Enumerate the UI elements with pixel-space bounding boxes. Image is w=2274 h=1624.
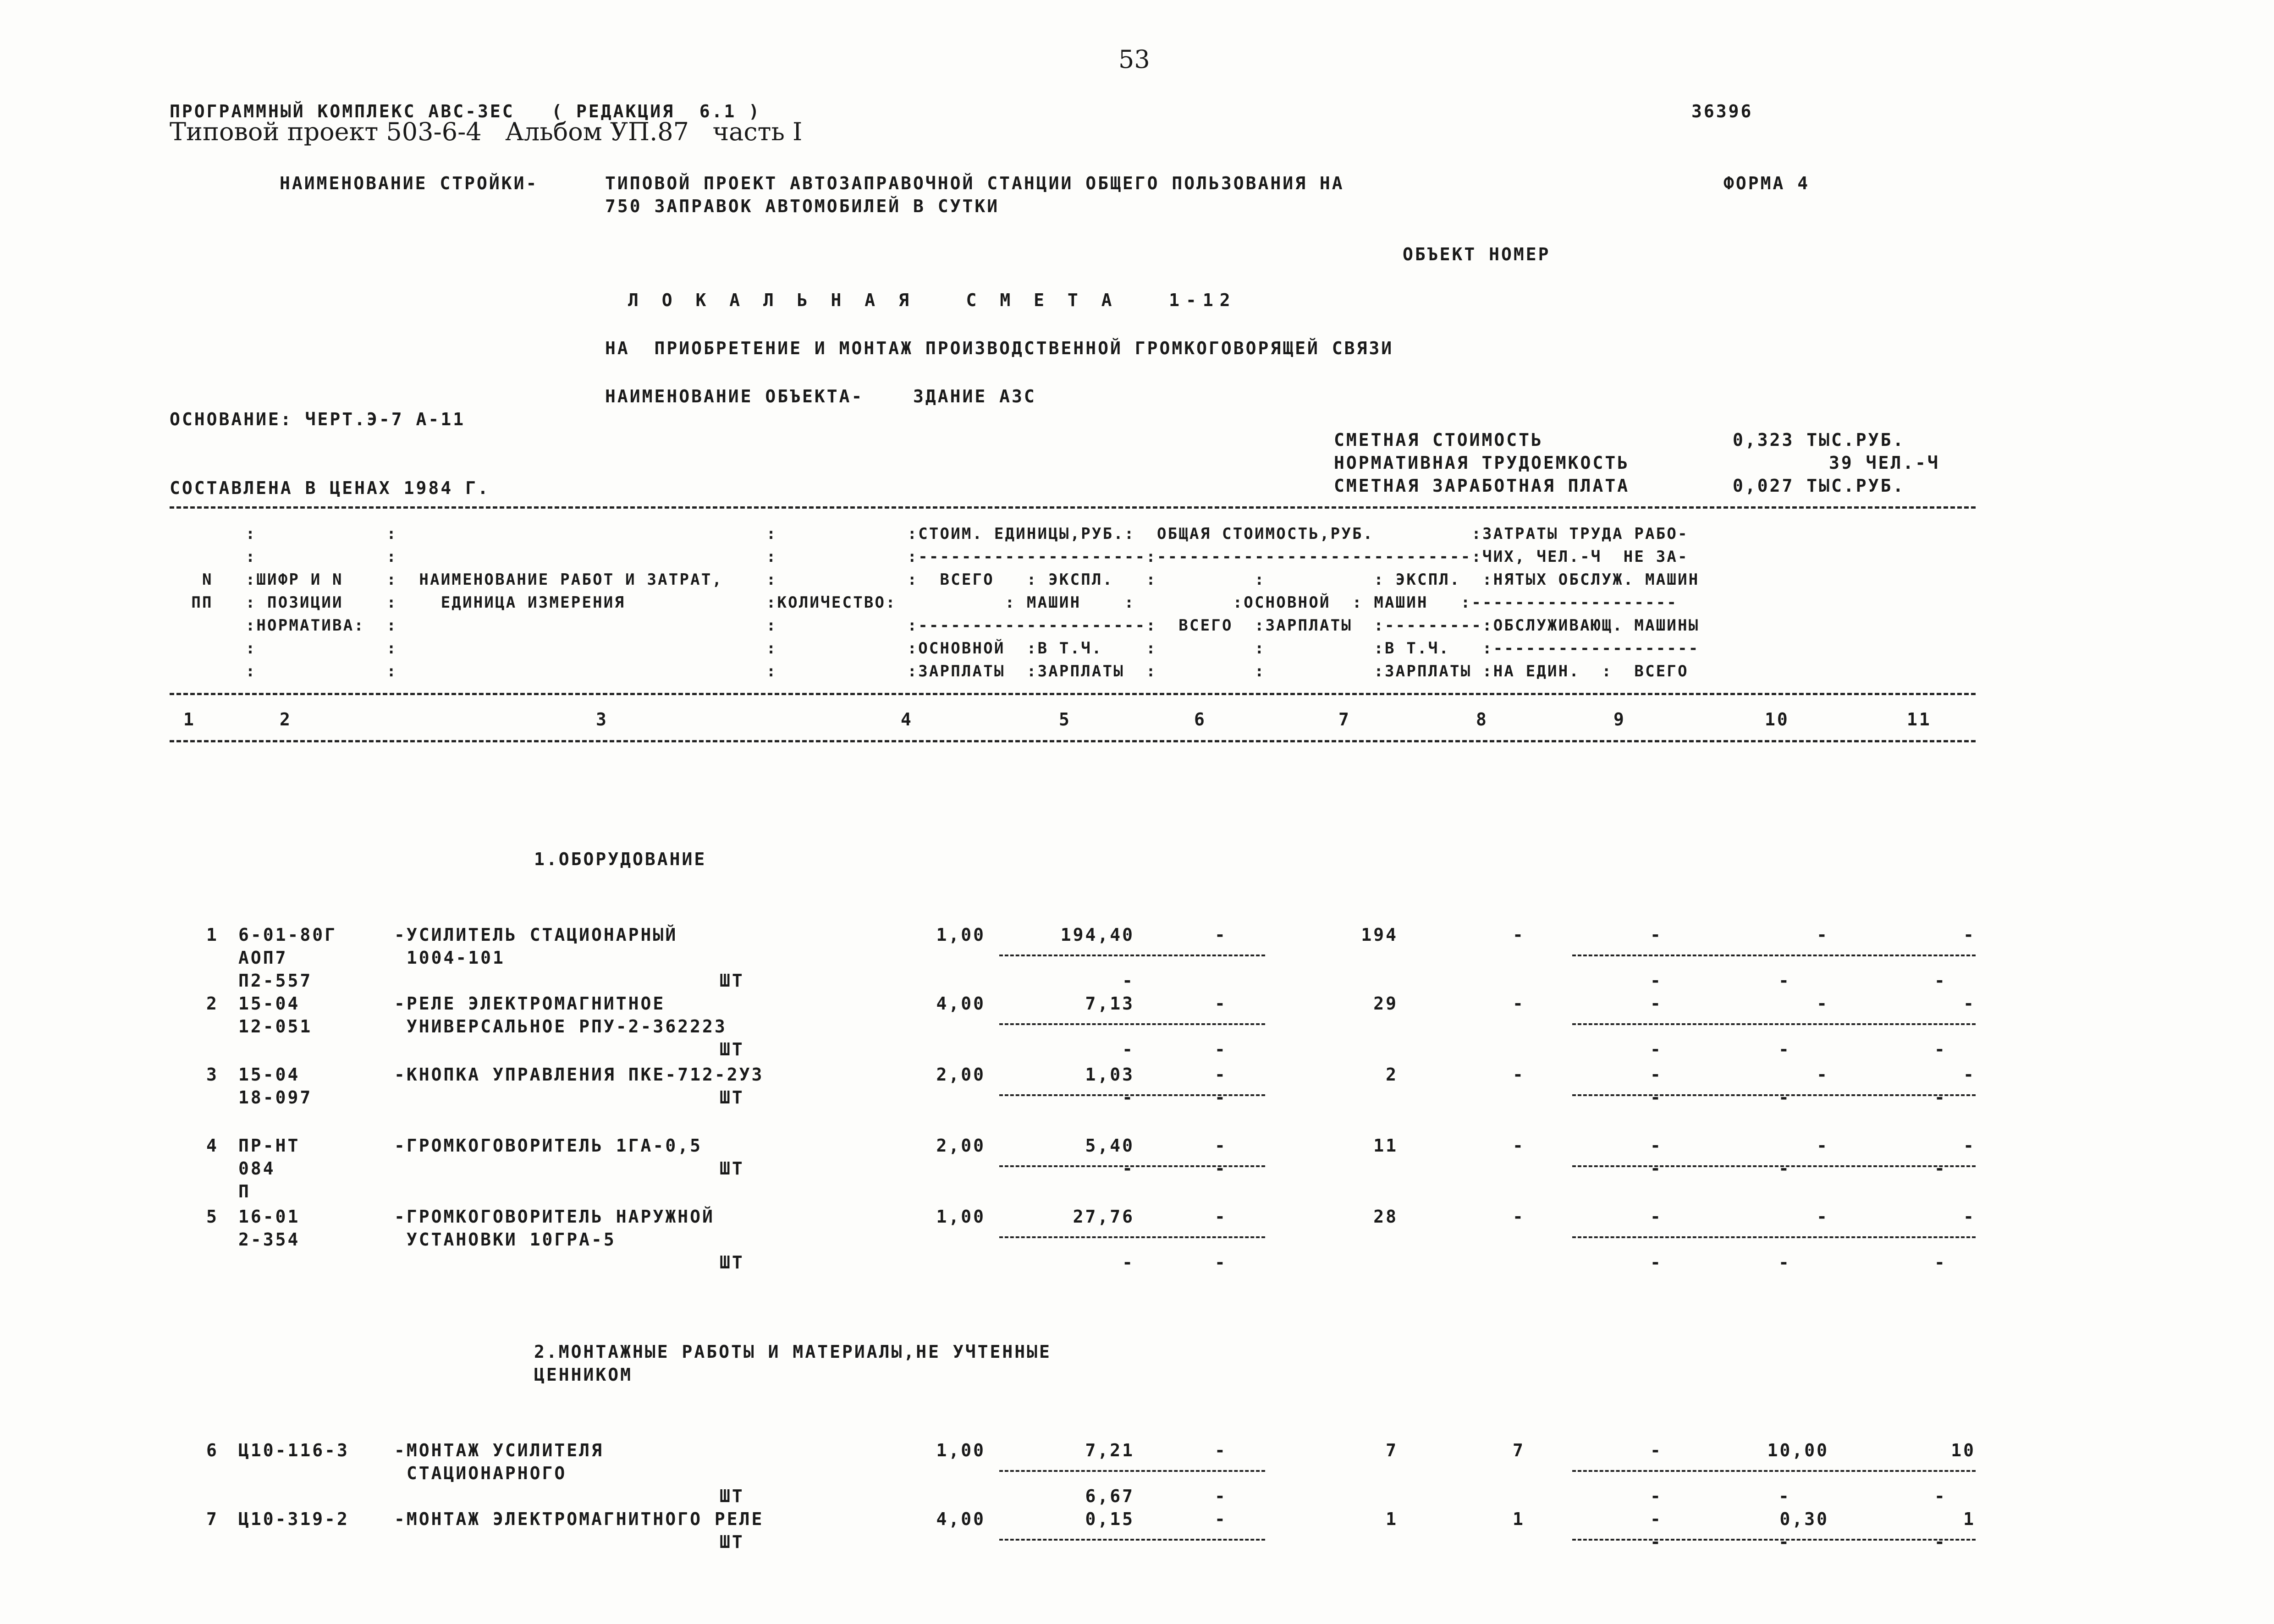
item-unit: ШТ bbox=[720, 1532, 744, 1552]
item-name: -МОНТАЖ ЭЛЕКТРОМАГНИТНОГО РЕЛЕ bbox=[394, 1509, 764, 1529]
cell-underline bbox=[999, 1236, 1265, 1238]
item-machine-cost: - bbox=[1215, 1440, 1227, 1460]
item-labor-total: 10 bbox=[1951, 1440, 1976, 1460]
construction-name-line1: ТИПОВОЙ ПРОЕКТ АВТОЗАПРАВОЧНОЙ СТАНЦИИ ОБЩЕГО ПОЛЬЗОВАНИЯ НА bbox=[605, 173, 1344, 193]
item-number: 1 bbox=[206, 925, 219, 945]
item-wages: - bbox=[1513, 993, 1525, 1014]
cell-underline bbox=[1572, 1236, 1976, 1238]
item-unit-wages: 6,67 bbox=[1085, 1486, 1134, 1506]
header-row: : : : :СТОИМ. ЕДИНИЦЫ,РУБ.: ОБЩАЯ СТОИМОСТЬ,РУБ. :ЗАТРАТЫ ТРУДА РАБО- bbox=[170, 525, 1689, 543]
cell-underline bbox=[999, 1470, 1265, 1472]
column-numbers-rule bbox=[170, 740, 1976, 742]
item-labor-total: - bbox=[1963, 925, 1976, 945]
column-number: 7 bbox=[1338, 709, 1351, 730]
item-name: СТАЦИОНАРНОГО bbox=[394, 1463, 567, 1483]
item-quantity: 1,00 bbox=[936, 1207, 986, 1227]
construction-label: НАИМЕНОВАНИЕ СТРОЙКИ- bbox=[280, 173, 539, 193]
item-quantity: 2,00 bbox=[936, 1064, 986, 1085]
item-total: 11 bbox=[1373, 1136, 1398, 1156]
item-code: АОП7 bbox=[238, 948, 288, 968]
cell-underline bbox=[999, 1023, 1265, 1025]
item-wages: 1 bbox=[1513, 1509, 1525, 1529]
item-unit: ШТ bbox=[720, 1252, 744, 1273]
item-total: 194 bbox=[1361, 925, 1398, 945]
item-unit: ШТ bbox=[720, 1486, 744, 1506]
item-labor-total: - bbox=[1963, 993, 1976, 1014]
header-row: ПП : ПОЗИЦИИ : ЕДИНИЦА ИЗМЕРЕНИЯ :КОЛИЧЕСТВО: : МАШИН : :ОСНОВНОЙ : МАШИН :------------------- bbox=[170, 593, 1678, 612]
column-number: 3 bbox=[596, 709, 608, 730]
item-number: 5 bbox=[206, 1207, 219, 1227]
header-rule bbox=[170, 693, 1976, 695]
section-heading: 2.МОНТАЖНЫЕ РАБОТЫ И МАТЕРИАЛЫ,НЕ УЧТЕННЫЕ bbox=[534, 1342, 1052, 1362]
item-name: -РЕЛЕ ЭЛЕКТРОМАГНИТНОЕ bbox=[394, 993, 666, 1014]
item-unit-cost: 1,03 bbox=[1085, 1064, 1134, 1085]
item-service-unit: - bbox=[1778, 1158, 1791, 1179]
item-service-unit: - bbox=[1778, 1532, 1791, 1552]
item-machine-wages-total: - bbox=[1650, 1252, 1663, 1273]
item-machine-total: - bbox=[1650, 1509, 1663, 1529]
item-machine-cost: - bbox=[1215, 1509, 1227, 1529]
cell-underline bbox=[1572, 1165, 1976, 1167]
section-heading: 1.ОБОРУДОВАНИЕ bbox=[534, 849, 707, 869]
item-code: П bbox=[238, 1181, 251, 1202]
item-number: 2 bbox=[206, 993, 219, 1014]
item-code: ПР-НТ bbox=[238, 1136, 300, 1156]
item-total: 28 bbox=[1373, 1207, 1398, 1227]
item-machine-total: - bbox=[1650, 925, 1663, 945]
summary-label: СМЕТНАЯ ЗАРАБОТНАЯ ПЛАТА bbox=[1334, 476, 1630, 496]
item-name: -КНОПКА УПРАВЛЕНИЯ ПКЕ-712-2У3 bbox=[394, 1064, 764, 1085]
column-number: 8 bbox=[1476, 709, 1488, 730]
column-number: 11 bbox=[1907, 709, 1932, 730]
item-machine-cost: - bbox=[1215, 1064, 1227, 1085]
item-machine-wages: - bbox=[1215, 1486, 1227, 1506]
item-quantity: 2,00 bbox=[936, 1136, 986, 1156]
summary-label: СМЕТНАЯ СТОИМОСТЬ bbox=[1334, 430, 1543, 450]
column-number: 1 bbox=[183, 709, 196, 730]
cell-underline bbox=[999, 1539, 1265, 1541]
item-machine-wages-total: - bbox=[1650, 1486, 1663, 1506]
item-machine-total: - bbox=[1650, 1136, 1663, 1156]
item-total: 2 bbox=[1386, 1064, 1398, 1085]
item-quantity: 1,00 bbox=[936, 925, 986, 945]
document-id: 36396 bbox=[1691, 101, 1753, 121]
item-labor-unit: 10,00 bbox=[1767, 1440, 1829, 1460]
item-labor-unit: - bbox=[1817, 1136, 1829, 1156]
item-unit: ШТ bbox=[720, 1087, 744, 1108]
item-machine-wages: - bbox=[1215, 1252, 1227, 1273]
item-service-unit: - bbox=[1778, 971, 1791, 991]
item-unit-wages: - bbox=[1122, 1039, 1134, 1059]
column-number: 5 bbox=[1059, 709, 1071, 730]
item-unit-wages: - bbox=[1122, 1252, 1134, 1273]
cell-underline bbox=[999, 955, 1265, 956]
program-line: ПРОГРАММНЫЙ КОМПЛЕКС АВС-3ЕС ( РЕДАКЦИЯ 6.1 ) bbox=[170, 101, 761, 121]
item-service-total: - bbox=[1934, 1087, 1947, 1108]
item-service-total: - bbox=[1934, 1532, 1947, 1552]
item-machine-cost: - bbox=[1215, 1207, 1227, 1227]
item-service-total: - bbox=[1934, 971, 1947, 991]
object-number-label: ОБЪЕКТ НОМЕР bbox=[1403, 244, 1551, 264]
item-machine-total: - bbox=[1650, 1440, 1663, 1460]
column-number: 6 bbox=[1194, 709, 1206, 730]
object-name: НАИМЕНОВАНИЕ ОБЪЕКТА- ЗДАНИЕ АЗС bbox=[605, 386, 1036, 406]
item-unit-cost: 5,40 bbox=[1085, 1136, 1134, 1156]
item-unit-cost: 27,76 bbox=[1073, 1207, 1134, 1227]
item-service-total: - bbox=[1934, 1252, 1947, 1273]
item-labor-unit: - bbox=[1817, 1207, 1829, 1227]
item-service-total: - bbox=[1934, 1486, 1947, 1506]
estimate-title: Л О К А Л Ь Н А Я С М Е Т А 1-12 bbox=[628, 290, 1237, 310]
item-machine-wages: - bbox=[1215, 1087, 1227, 1108]
item-name: УНИВЕРСАЛЬНОЕ РПУ-2-362223 bbox=[394, 1016, 727, 1037]
item-labor-total: - bbox=[1963, 1207, 1976, 1227]
item-labor-total: - bbox=[1963, 1064, 1976, 1085]
item-machine-wages-total: - bbox=[1650, 1158, 1663, 1179]
item-wages: 7 bbox=[1513, 1440, 1525, 1460]
item-machine-wages-total: - bbox=[1650, 971, 1663, 991]
item-code: 12-051 bbox=[238, 1016, 313, 1037]
item-name: 1004-101 bbox=[394, 948, 505, 968]
cell-underline bbox=[1572, 1094, 1976, 1096]
basis-line: ОСНОВАНИЕ: ЧЕРТ.Э-7 А-11 bbox=[170, 409, 466, 429]
column-number: 2 bbox=[280, 709, 292, 730]
cell-underline bbox=[1572, 1539, 1976, 1541]
item-service-unit: - bbox=[1778, 1039, 1791, 1059]
item-labor-unit: - bbox=[1817, 993, 1829, 1014]
item-total: 7 bbox=[1386, 1440, 1398, 1460]
cell-underline bbox=[1572, 1023, 1976, 1025]
item-code: 15-04 bbox=[238, 1064, 300, 1085]
item-name: УСТАНОВКИ 10ГРА-5 bbox=[394, 1229, 616, 1250]
item-total: 29 bbox=[1373, 993, 1398, 1014]
form-label: ФОРМА 4 bbox=[1723, 173, 1810, 193]
item-unit-cost: 7,13 bbox=[1085, 993, 1134, 1014]
item-code: 084 bbox=[238, 1158, 275, 1179]
item-service-total: - bbox=[1934, 1158, 1947, 1179]
item-service-unit: - bbox=[1778, 1486, 1791, 1506]
section-heading: ЦЕННИКОМ bbox=[534, 1365, 633, 1385]
item-service-unit: - bbox=[1778, 1252, 1791, 1273]
header-row: : : : :ЗАРПЛАТЫ :ЗАРПЛАТЫ : : :ЗАРПЛАТЫ :НА ЕДИН. : ВСЕГО bbox=[170, 662, 1689, 680]
item-number: 3 bbox=[206, 1064, 219, 1085]
item-name: -УСИЛИТЕЛЬ СТАЦИОНАРНЫЙ bbox=[394, 925, 678, 945]
summary-label: НОРМАТИВНАЯ ТРУДОЕМКОСТЬ bbox=[1334, 453, 1630, 473]
item-machine-wages-total: - bbox=[1650, 1039, 1663, 1059]
column-number: 10 bbox=[1765, 709, 1789, 730]
item-labor-total: 1 bbox=[1963, 1509, 1976, 1529]
summary-value: 0,027 ТЫС.РУБ. bbox=[1733, 476, 1905, 496]
item-unit-wages: - bbox=[1122, 971, 1134, 991]
project-line: Типовой проект 503-6-4 Альбом УП.87 часть I bbox=[170, 117, 803, 146]
item-wages: - bbox=[1513, 1207, 1525, 1227]
summary-value: 0,323 ТЫС.РУБ. bbox=[1733, 430, 1905, 450]
item-unit-cost: 0,15 bbox=[1085, 1509, 1134, 1529]
summary-value: 39 ЧЕЛ.-Ч bbox=[1829, 453, 1940, 473]
item-machine-wages: - bbox=[1215, 1039, 1227, 1059]
item-machine-wages: - bbox=[1215, 1158, 1227, 1179]
item-machine-cost: - bbox=[1215, 925, 1227, 945]
item-machine-cost: - bbox=[1215, 993, 1227, 1014]
item-machine-total: - bbox=[1650, 993, 1663, 1014]
item-unit: ШТ bbox=[720, 1158, 744, 1179]
item-code: П2-557 bbox=[238, 971, 313, 991]
column-numbers bbox=[0, 708, 2017, 735]
item-name: -ГРОМКОГОВОРИТЕЛЬ 1ГА-0,5 bbox=[394, 1136, 702, 1156]
construction-name-line2: 750 ЗАПРАВОК АВТОМОБИЛЕЙ В СУТКИ bbox=[605, 196, 1000, 216]
header-row: :НОРМАТИВА: : : :---------------------: ВСЕГО :ЗАРПЛАТЫ :---------:ОБСЛУЖИВАЮЩ. МАШИНЫ bbox=[170, 616, 1700, 635]
item-code: 6-01-80Г bbox=[238, 925, 337, 945]
item-labor-unit: - bbox=[1817, 925, 1829, 945]
item-wages: - bbox=[1513, 925, 1525, 945]
item-wages: - bbox=[1513, 1064, 1525, 1085]
item-machine-wages-total: - bbox=[1650, 1087, 1663, 1108]
item-code: Ц10-319-2 bbox=[238, 1509, 349, 1529]
item-code: 15-04 bbox=[238, 993, 300, 1014]
item-unit-cost: 7,21 bbox=[1085, 1440, 1134, 1460]
item-unit-wages: - bbox=[1122, 1158, 1134, 1179]
item-labor-unit: 0,30 bbox=[1779, 1509, 1829, 1529]
item-code: Ц10-116-3 bbox=[238, 1440, 349, 1460]
item-machine-total: - bbox=[1650, 1207, 1663, 1227]
item-service-total: - bbox=[1934, 1039, 1947, 1059]
header-row: : : : :ОСНОВНОЙ :В Т.Ч. : : :В Т.Ч. :------------------- bbox=[170, 639, 1700, 658]
item-number: 7 bbox=[206, 1509, 219, 1529]
price-basis: СОСТАВЛЕНА В ЦЕНАХ 1984 Г. bbox=[170, 478, 490, 498]
item-labor-unit: - bbox=[1817, 1064, 1829, 1085]
item-machine-cost: - bbox=[1215, 1136, 1227, 1156]
item-quantity: 1,00 bbox=[936, 1440, 986, 1460]
cell-underline bbox=[1572, 1470, 1976, 1472]
item-unit-cost: 194,40 bbox=[1060, 925, 1134, 945]
table-top-rule bbox=[170, 506, 1976, 509]
item-unit: ШТ bbox=[720, 1039, 744, 1059]
header-row: : : : :---------------------:-----------------------------:ЧИХ, ЧЕЛ.-Ч НЕ ЗА- bbox=[170, 548, 1689, 566]
item-service-unit: - bbox=[1778, 1087, 1791, 1108]
item-total: 1 bbox=[1386, 1509, 1398, 1529]
item-unit: ШТ bbox=[720, 971, 744, 991]
header-row: N :ШИФР И N : НАИМЕНОВАНИЕ РАБОТ И ЗАТРАТ, : : ВСЕГО : ЭКСПЛ. : : : ЭКСПЛ. :НЯТЫХ ОБСЛУЖ. МАШИН bbox=[170, 571, 1700, 589]
item-code: 2-354 bbox=[238, 1229, 300, 1250]
table-header bbox=[170, 522, 2003, 687]
item-name: -МОНТАЖ УСИЛИТЕЛЯ bbox=[394, 1440, 604, 1460]
item-machine-total: - bbox=[1650, 1064, 1663, 1085]
estimate-subject: НА ПРИОБРЕТЕНИЕ И МОНТАЖ ПРОИЗВОДСТВЕННОЙ ГРОМКОГОВОРЯЩЕЙ СВЯЗИ bbox=[605, 338, 1394, 358]
item-labor-total: - bbox=[1963, 1136, 1976, 1156]
page-number: 53 bbox=[1118, 45, 1150, 74]
item-number: 4 bbox=[206, 1136, 219, 1156]
item-quantity: 4,00 bbox=[936, 993, 986, 1014]
item-name: -ГРОМКОГОВОРИТЕЛЬ НАРУЖНОЙ bbox=[394, 1207, 715, 1227]
item-machine-wages-total: - bbox=[1650, 1532, 1663, 1552]
item-quantity: 4,00 bbox=[936, 1509, 986, 1529]
item-code: 18-097 bbox=[238, 1087, 313, 1108]
item-wages: - bbox=[1513, 1136, 1525, 1156]
item-number: 6 bbox=[206, 1440, 219, 1460]
column-number: 9 bbox=[1613, 709, 1626, 730]
column-number: 4 bbox=[901, 709, 913, 730]
cell-underline bbox=[1572, 955, 1976, 956]
item-code: 16-01 bbox=[238, 1207, 300, 1227]
item-unit-wages: - bbox=[1122, 1087, 1134, 1108]
